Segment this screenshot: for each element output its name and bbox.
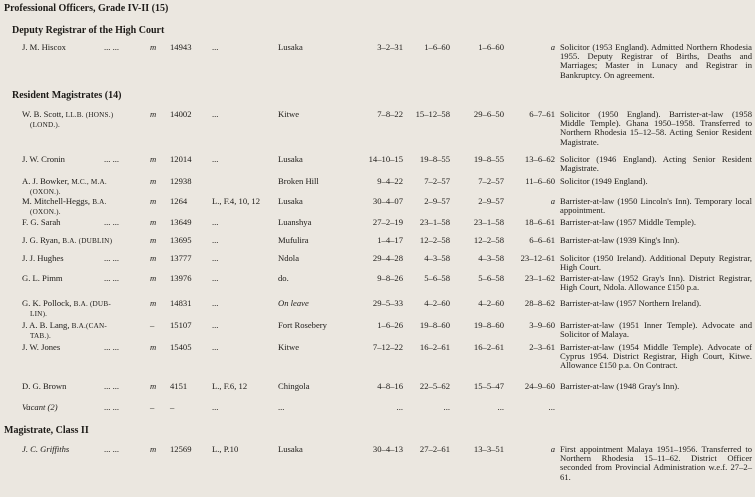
remarks: Barrister-at-law (1948 Gray's Inn). bbox=[560, 381, 680, 391]
date-present-appointment: 7–2–57 bbox=[478, 176, 504, 186]
officer-qualification: B.A. (DUB- bbox=[73, 300, 111, 308]
station: ... bbox=[278, 402, 285, 412]
remarks: Barrister-at-law (1950 Lincoln's Inn). Temporary local appointment. bbox=[560, 196, 752, 216]
officer-name-cell bbox=[22, 274, 63, 283]
station: Luanshya bbox=[278, 217, 312, 227]
leader-dots: ... ... bbox=[104, 253, 120, 263]
file-number: 13976 bbox=[170, 273, 192, 283]
file-reference: ... bbox=[212, 217, 219, 227]
station: Chingola bbox=[278, 381, 310, 391]
date-first-appointment: 2–9–57 bbox=[424, 196, 450, 206]
officer-name-cell bbox=[22, 403, 58, 412]
leader-dots: ... ... bbox=[104, 42, 120, 52]
officer-name-cell bbox=[22, 218, 60, 227]
file-number: 12569 bbox=[170, 444, 192, 454]
sex-marker: – bbox=[150, 320, 155, 330]
station: Lusaka bbox=[278, 444, 303, 454]
section-heading-deputy-registrar: Deputy Registrar of the High Court bbox=[12, 25, 165, 36]
officer-name: J. A. B. Lang, bbox=[22, 320, 70, 330]
date-present-appointment: 19–8–55 bbox=[473, 154, 504, 164]
file-number: 14831 bbox=[170, 298, 192, 308]
sex-marker: m bbox=[150, 298, 157, 308]
station: do. bbox=[278, 273, 289, 283]
sex-marker: m bbox=[150, 381, 157, 391]
officer-name: D. G. Brown bbox=[22, 381, 67, 391]
officer-name-cell bbox=[22, 445, 69, 454]
remarks: Solicitor (1953 England). Admitted Northern Rhodesia 1955. Deputy Registrar of Births, Deaths and Marriages; Master in Lunacy and Registrar in Bankruptcy. On agreement. bbox=[560, 42, 752, 80]
officer-name-cell bbox=[22, 254, 64, 263]
date-present-appointment: 15–5–47 bbox=[473, 381, 504, 391]
file-reference: ... bbox=[212, 273, 219, 283]
remarks: Solicitor (1949 England). bbox=[560, 176, 648, 186]
remarks: Solicitor (1950 Ireland). Additional Deputy Registrar, High Court. bbox=[560, 253, 752, 273]
date-leave-due: a bbox=[550, 444, 555, 454]
officer-name-cell bbox=[22, 343, 60, 352]
file-reference: ... bbox=[212, 235, 219, 245]
officer-qualification: LL.B. (HONS.) bbox=[65, 111, 114, 119]
station: Ndola bbox=[278, 253, 300, 263]
date-present-appointment: 1–6–60 bbox=[478, 42, 504, 52]
file-reference: L., F.4, 10, 12 bbox=[212, 196, 261, 206]
leader-dots: ... ... bbox=[104, 217, 120, 227]
sex-marker: m bbox=[150, 253, 157, 263]
date-first-appointment: 15–12–58 bbox=[415, 109, 450, 119]
file-number: 14943 bbox=[170, 42, 192, 52]
date-leave-due: 18–6–61 bbox=[524, 217, 555, 227]
remarks: Barrister-at-law (1957 Middle Temple). bbox=[560, 217, 697, 227]
date-present-appointment: 29–6–50 bbox=[473, 109, 504, 119]
file-reference: ... bbox=[212, 342, 219, 352]
date-first-appointment: ... bbox=[443, 402, 450, 412]
date-first-appointment: 1–6–60 bbox=[424, 42, 450, 52]
date-leave-due: ... bbox=[548, 402, 555, 412]
date-first-appointment: 12–2–58 bbox=[419, 235, 450, 245]
date-first-appointment: 23–1–58 bbox=[419, 217, 450, 227]
date-leave-due: 3–9–60 bbox=[529, 320, 555, 330]
file-reference: ... bbox=[212, 42, 219, 52]
officer-qualification-continued: (OXON.). bbox=[30, 208, 61, 217]
sex-marker: m bbox=[150, 176, 157, 186]
officer-name-cell bbox=[22, 110, 113, 131]
date-of-birth: 14–10–15 bbox=[368, 154, 403, 164]
officer-name: Vacant (2) bbox=[22, 402, 58, 412]
sex-marker: m bbox=[150, 273, 157, 283]
date-of-birth: 3–2–31 bbox=[377, 42, 403, 52]
officer-name: J. M. Hiscox bbox=[22, 42, 66, 52]
officer-name: J. W. Jones bbox=[22, 342, 61, 352]
officer-name: M. Mitchell-Heggs, bbox=[22, 196, 91, 206]
date-present-appointment: 13–3–51 bbox=[473, 444, 504, 454]
date-first-appointment: 7–2–57 bbox=[424, 176, 450, 186]
officer-qualification-continued: (OXON.). bbox=[30, 188, 61, 197]
date-leave-due: 6–6–61 bbox=[529, 235, 555, 245]
file-number: 15107 bbox=[170, 320, 192, 330]
officer-qualification-continued: (LOND.). bbox=[30, 121, 60, 130]
date-leave-due: a bbox=[550, 42, 555, 52]
remarks: First appointment Malaya 1951–1956. Transferred to Northern Rhodesia 15–11–62. District Officer seconded from Provincial Administration w.e.f. 27–2–61. bbox=[560, 444, 752, 482]
file-reference: L., P.10 bbox=[212, 444, 239, 454]
station: Mufulira bbox=[278, 235, 309, 245]
sex-marker: m bbox=[150, 154, 157, 164]
file-number: 15405 bbox=[170, 342, 192, 352]
officer-qualification-continued: TAB.). bbox=[30, 332, 51, 341]
file-reference: ... bbox=[212, 298, 219, 308]
date-first-appointment: 4–3–58 bbox=[424, 253, 450, 263]
officer-name: J. G. Ryan, bbox=[22, 235, 61, 245]
officer-name-cell bbox=[22, 299, 111, 320]
sex-marker: m bbox=[150, 42, 157, 52]
date-of-birth: 30–4–07 bbox=[372, 196, 403, 206]
officer-qualification: M.C., M.A. bbox=[71, 178, 107, 186]
station: Fort Rosebery bbox=[278, 320, 327, 330]
date-first-appointment: 4–2–60 bbox=[424, 298, 450, 308]
sex-marker: m bbox=[150, 235, 157, 245]
sex-marker: m bbox=[150, 342, 157, 352]
station: Lusaka bbox=[278, 196, 303, 206]
officer-name-cell bbox=[22, 197, 107, 218]
file-number: 13695 bbox=[170, 235, 192, 245]
date-leave-due: 24–9–60 bbox=[524, 381, 555, 391]
officer-name-cell bbox=[22, 321, 107, 342]
date-present-appointment: 4–2–60 bbox=[478, 298, 504, 308]
officer-qualification: B.A. (DUBLIN) bbox=[62, 237, 113, 245]
date-of-birth: 9–8–26 bbox=[377, 273, 403, 283]
leader-dots: ... ... bbox=[104, 381, 120, 391]
section-heading-magistrate-class-ii: Magistrate, Class II bbox=[4, 425, 89, 436]
leader-dots: ... ... bbox=[104, 154, 120, 164]
officer-name-cell bbox=[22, 236, 112, 246]
date-first-appointment: 19–8–55 bbox=[419, 154, 450, 164]
station: On leave bbox=[278, 298, 309, 308]
remarks: Barrister-at-law (1957 Northern Ireland). bbox=[560, 298, 702, 308]
file-number: 1264 bbox=[170, 196, 188, 206]
date-first-appointment: 5–6–58 bbox=[424, 273, 450, 283]
date-present-appointment: 12–2–58 bbox=[473, 235, 504, 245]
file-reference: ... bbox=[212, 109, 219, 119]
date-present-appointment: ... bbox=[497, 402, 504, 412]
section-heading-resident-magistrates: Resident Magistrates (14) bbox=[12, 90, 122, 101]
date-leave-due: 28–8–62 bbox=[524, 298, 555, 308]
date-of-birth: 9–4–22 bbox=[377, 176, 403, 186]
date-present-appointment: 19–8–60 bbox=[473, 320, 504, 330]
officer-name-cell bbox=[22, 382, 66, 391]
officer-name-cell bbox=[22, 177, 107, 198]
file-reference: ... bbox=[212, 320, 219, 330]
file-reference: ... bbox=[212, 402, 219, 412]
remarks: Barrister-at-law (1954 Middle Temple). Advocate of Cyprus 1954. District Registrar, High Court, Kitwe. Allowance £150 p.a. On Contract. bbox=[560, 342, 752, 371]
date-leave-due: 11–6–60 bbox=[525, 176, 555, 186]
file-reference: ... bbox=[212, 154, 219, 164]
officer-name: A. J. Bowker, bbox=[22, 176, 70, 186]
date-present-appointment: 4–3–58 bbox=[478, 253, 504, 263]
officer-name: J. C. Griffiths bbox=[22, 444, 70, 454]
sex-marker: m bbox=[150, 444, 157, 454]
officer-qualification: B.A.(CAN- bbox=[71, 322, 108, 330]
station: Lusaka bbox=[278, 42, 303, 52]
officer-name-cell bbox=[22, 155, 65, 164]
sex-marker: – bbox=[150, 402, 155, 412]
officer-name: F. G. Sarah bbox=[22, 217, 61, 227]
date-leave-due: 13–6–62 bbox=[524, 154, 555, 164]
station: Kitwe bbox=[278, 342, 300, 352]
date-of-birth: 29–4–28 bbox=[372, 253, 403, 263]
remarks: Barrister-at-law (1939 King's Inn). bbox=[560, 235, 680, 245]
date-of-birth: 30–4–13 bbox=[372, 444, 403, 454]
date-leave-due: 2–3–61 bbox=[529, 342, 555, 352]
date-leave-due: a bbox=[550, 196, 555, 206]
date-leave-due: 23–12–61 bbox=[520, 253, 555, 263]
date-of-birth: 7–8–22 bbox=[377, 109, 403, 119]
leader-dots: ... ... bbox=[104, 402, 120, 412]
sex-marker: m bbox=[150, 217, 157, 227]
file-number: – bbox=[170, 402, 175, 412]
file-number: 12014 bbox=[170, 154, 192, 164]
sex-marker: m bbox=[150, 109, 157, 119]
remarks: Barrister-at-law (1951 Inner Temple). Advocate and Solicitor of Malaya. bbox=[560, 320, 752, 340]
officer-name: J. W. Cronin bbox=[22, 154, 65, 164]
file-number: 13649 bbox=[170, 217, 192, 227]
date-present-appointment: 5–6–58 bbox=[478, 273, 504, 283]
date-of-birth: 4–8–16 bbox=[377, 381, 403, 391]
file-number: 12938 bbox=[170, 176, 192, 186]
file-reference: L., F.6, 12 bbox=[212, 381, 248, 391]
date-of-birth: ... bbox=[396, 402, 403, 412]
date-of-birth: 29–5–33 bbox=[372, 298, 403, 308]
date-first-appointment: 16–2–61 bbox=[419, 342, 450, 352]
officer-qualification-continued: LIN). bbox=[30, 310, 48, 319]
leader-dots: ... ... bbox=[104, 444, 120, 454]
date-present-appointment: 16–2–61 bbox=[473, 342, 504, 352]
date-present-appointment: 2–9–57 bbox=[478, 196, 504, 206]
date-first-appointment: 19–8–60 bbox=[419, 320, 450, 330]
officer-name: G. K. Pollock, bbox=[22, 298, 72, 308]
officer-qualification: B.A. bbox=[92, 198, 107, 206]
date-leave-due: 23–1–62 bbox=[524, 273, 555, 283]
date-of-birth: 7–12–22 bbox=[372, 342, 403, 352]
remarks: Solicitor (1950 England). Barrister-at-law (1958 Middle Temple). Ghana 1950–1958. Transferred to Northern Rhodesia 15–12–58. Acting Senior Resident Magistrate. bbox=[560, 109, 752, 147]
date-of-birth: 1–6–26 bbox=[377, 320, 403, 330]
date-first-appointment: 27–2–61 bbox=[419, 444, 450, 454]
leader-dots: ... ... bbox=[104, 273, 120, 283]
sex-marker: m bbox=[150, 196, 157, 206]
date-of-birth: 27–2–19 bbox=[372, 217, 403, 227]
file-reference: ... bbox=[212, 253, 219, 263]
officer-name-cell bbox=[22, 43, 66, 52]
leader-dots: ... ... bbox=[104, 342, 120, 352]
date-of-birth: 1–4–17 bbox=[377, 235, 403, 245]
date-first-appointment: 22–5–62 bbox=[419, 381, 450, 391]
station: Broken Hill bbox=[278, 176, 319, 186]
officer-name: J. J. Hughes bbox=[22, 253, 64, 263]
station: Lusaka bbox=[278, 154, 303, 164]
section-heading-professional: Professional Officers, Grade IV-II (15) bbox=[4, 3, 169, 14]
remarks: Barrister-at-law (1952 Gray's Inn). District Registrar, High Court, Ndola. Allowance £150 p.a. bbox=[560, 273, 752, 293]
officer-name: W. B. Scott, bbox=[22, 109, 64, 119]
file-number: 4151 bbox=[170, 381, 188, 391]
officer-name: G. L. Pimm bbox=[22, 273, 63, 283]
file-number: 14002 bbox=[170, 109, 192, 119]
station: Kitwe bbox=[278, 109, 300, 119]
file-number: 13777 bbox=[170, 253, 192, 263]
date-leave-due: 6–7–61 bbox=[529, 109, 555, 119]
date-present-appointment: 23–1–58 bbox=[473, 217, 504, 227]
remarks: Solicitor (1946 England). Acting Senior Resident Magistrate. bbox=[560, 154, 752, 174]
